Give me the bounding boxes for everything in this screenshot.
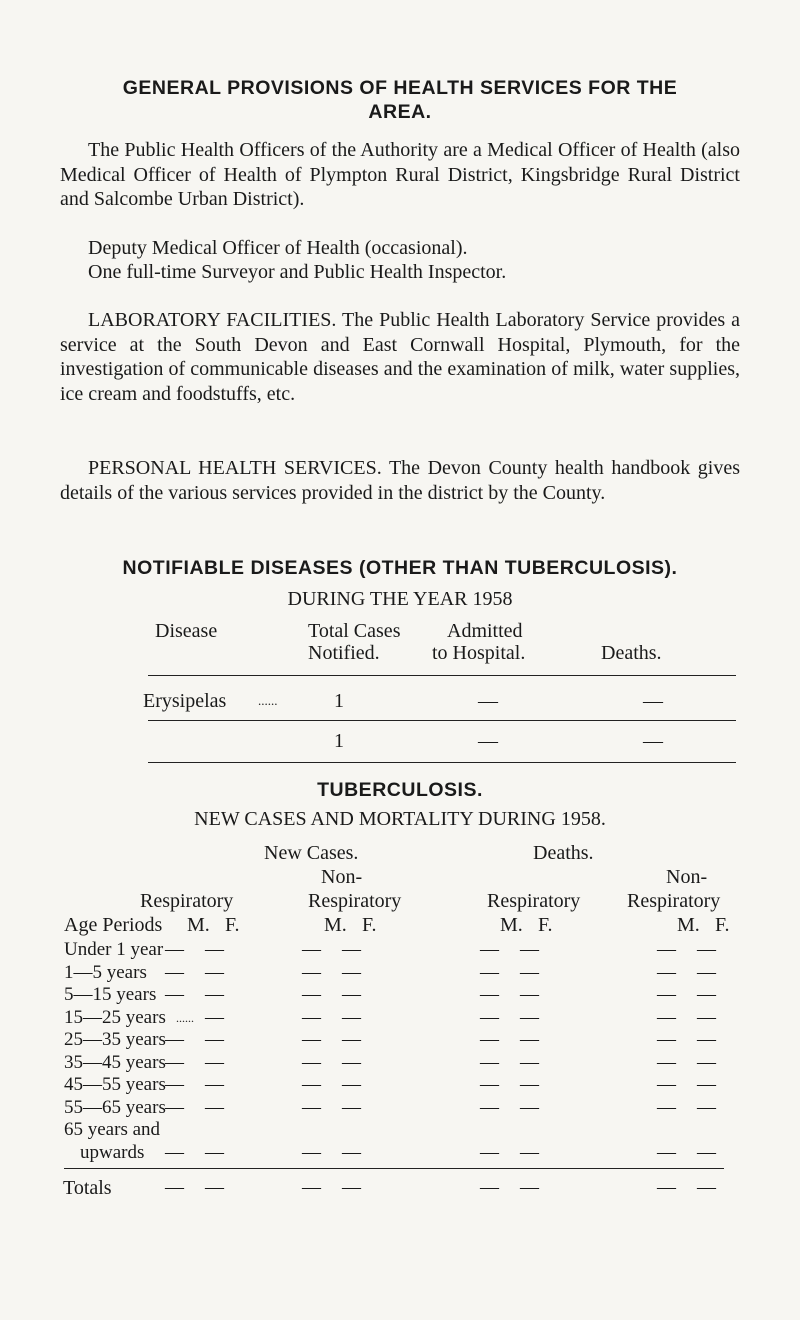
table-cell: —: [697, 984, 716, 1005]
table-cell: —: [480, 1074, 499, 1095]
table-cell: —: [520, 961, 539, 983]
totals-cell: —: [520, 1177, 539, 1198]
table-rule: [148, 720, 736, 721]
table-cell: —: [697, 1006, 716, 1028]
age-period-label: 35—45 years: [64, 1051, 166, 1073]
laboratory-text: The Public Health Laboratory Service provides a service at the South Devon and East Cornwall Hospital, Plymouth, for the investigation of communicable diseases and the examination of milk, water supplies, ice cream and foodstuffs, etc.: [60, 309, 741, 405]
totals-cell: —: [302, 1177, 321, 1198]
col-m: M.: [324, 914, 347, 936]
deputy-line: Deputy Medical Officer of Health (occasional).: [88, 237, 468, 259]
table-cell: —: [697, 1074, 716, 1095]
notified-count: 1: [334, 690, 344, 712]
table-cell: —: [480, 939, 499, 960]
table-cell: —: [342, 984, 361, 1005]
table-cell: —: [657, 1074, 676, 1095]
col-f: F.: [715, 914, 730, 936]
disease-name: Erysipelas: [143, 690, 227, 712]
non-respiratory-new: Respiratory: [308, 890, 402, 912]
table-cell: —: [205, 1074, 224, 1095]
table-cell: —: [697, 1141, 716, 1163]
age-period-label: Under 1 year: [64, 939, 164, 960]
age-period-label: 5—15 years: [64, 984, 157, 1005]
table-rule: [64, 1168, 724, 1169]
total-admitted: —: [478, 730, 498, 752]
totals-label: Totals: [63, 1177, 112, 1199]
non-label-new: Non-: [321, 866, 363, 888]
age-period-label: 55—65 years: [64, 1096, 166, 1118]
admitted-count: —: [478, 690, 498, 712]
table-cell: —: [520, 939, 539, 960]
table-cell: —: [205, 1029, 224, 1050]
table-cell: —: [480, 1096, 499, 1118]
table-cell: —: [165, 1141, 184, 1163]
table-cell: —: [480, 1006, 499, 1028]
group-deaths: Deaths.: [533, 842, 594, 864]
table-cell: —: [520, 1096, 539, 1118]
totals-cell: —: [697, 1177, 716, 1198]
col-admitted: Admitted: [447, 620, 523, 642]
table-cell: —: [165, 939, 184, 960]
table-cell: —: [205, 1006, 224, 1028]
deaths-count: —: [643, 690, 663, 712]
table-cell: —: [657, 1006, 676, 1028]
respiratory-new: Respiratory: [140, 890, 234, 912]
age-period-label: 1—5 years: [64, 961, 147, 983]
totals-cell: —: [480, 1177, 499, 1198]
personal-text: The Devon County health handbook gives details of the various services provided in the district by the County.: [60, 457, 740, 504]
table-cell: —: [520, 1074, 539, 1095]
table-cell: —: [165, 1051, 184, 1073]
table-cell: —: [480, 1029, 499, 1050]
totals-cell: —: [205, 1177, 224, 1198]
non-label-deaths: Non-: [666, 866, 708, 888]
col-notified: Notified.: [308, 642, 380, 664]
table-cell: —: [205, 1096, 224, 1118]
non-respiratory-deaths: Respiratory: [627, 890, 721, 912]
table-cell: —: [165, 984, 184, 1005]
personal-paragraph: [60, 456, 740, 505]
table-cell: —: [480, 1141, 499, 1163]
col-m: M.: [677, 914, 700, 936]
personal-heading: PERSONAL HEALTH SERVICES.: [88, 457, 382, 479]
table-cell: —: [205, 939, 224, 960]
table-cell: —: [342, 1096, 361, 1118]
age-period-label: 15—25 years: [64, 1006, 166, 1028]
table-cell: —: [520, 1029, 539, 1050]
table-cell: —: [302, 1006, 321, 1028]
totals-cell: —: [165, 1177, 184, 1198]
col-m: M.: [500, 914, 523, 936]
table-cell: —: [657, 984, 676, 1005]
table-cell: —: [165, 1096, 184, 1118]
respiratory-deaths: Respiratory: [487, 890, 581, 912]
tuberculosis-subtitle: NEW CASES AND MORTALITY DURING 1958.: [194, 808, 606, 830]
table-cell: —: [520, 1006, 539, 1028]
table-cell: —: [342, 1074, 361, 1095]
table-cell: —: [302, 939, 321, 960]
table-cell: —: [302, 984, 321, 1005]
col-f: F.: [362, 914, 377, 936]
col-f: F.: [538, 914, 553, 936]
table-cell: —: [657, 1141, 676, 1163]
table-cell: —: [302, 1141, 321, 1163]
laboratory-paragraph: [60, 308, 740, 406]
officers-text: The Public Health Officers of the Authority are a Medical Officer of Health (also Medical Officer of Health of Plympton Rural District, Kingsbridge Rural District and Salcombe Urban District).: [60, 139, 740, 210]
total-deaths: —: [643, 730, 663, 752]
totals-cell: —: [657, 1177, 676, 1198]
age-period-label: 65 years and: [64, 1119, 161, 1140]
notifiable-subtitle: DURING THE YEAR 1958: [287, 588, 513, 610]
table-cell: —: [302, 1051, 321, 1073]
table-cell: —: [480, 984, 499, 1005]
table-cell: —: [342, 961, 361, 983]
table-cell: —: [165, 1074, 184, 1095]
table-cell: —: [697, 1029, 716, 1050]
section-title-continued: AREA.: [368, 101, 432, 123]
table-cell: —: [657, 1051, 676, 1073]
table-cell: —: [697, 1096, 716, 1118]
col-total-cases: Total Cases: [308, 620, 401, 642]
col-to-hospital: to Hospital.: [432, 642, 526, 664]
col-disease: Disease: [155, 620, 218, 642]
age-period-label: 45—55 years: [64, 1074, 166, 1095]
table-cell: —: [205, 961, 224, 983]
table-cell: —: [342, 1141, 361, 1163]
totals-cell: —: [342, 1177, 361, 1198]
table-cell: —: [302, 1074, 321, 1095]
table-cell: —: [342, 939, 361, 960]
table-cell: —: [480, 1051, 499, 1073]
table-rule: [148, 675, 736, 676]
table-cell: —: [342, 1006, 361, 1028]
table-cell: —: [480, 961, 499, 983]
table-cell: —: [342, 1029, 361, 1050]
age-period-label-continued: upwards: [80, 1141, 145, 1163]
table-cell: —: [657, 1029, 676, 1050]
group-new-cases: New Cases.: [264, 842, 359, 864]
table-cell: —: [520, 984, 539, 1005]
table-cell: —: [697, 1051, 716, 1073]
table-cell: —: [205, 1141, 224, 1163]
dot-leader: ......: [258, 693, 278, 708]
table-cell: —: [342, 1051, 361, 1073]
table-cell: —: [302, 1029, 321, 1050]
table-cell: —: [520, 1051, 539, 1073]
table-cell: —: [697, 939, 716, 960]
table-cell: —: [520, 1141, 539, 1163]
table-rule: [148, 762, 736, 763]
section-title: GENERAL PROVISIONS OF HEALTH SERVICES FOR THE: [122, 77, 678, 99]
laboratory-heading: LABORATORY FACILITIES.: [88, 309, 337, 331]
table-cell: —: [205, 984, 224, 1005]
col-age-periods: Age Periods: [64, 914, 163, 936]
officers-paragraph: [60, 138, 740, 212]
col-deaths: Deaths.: [601, 642, 662, 664]
age-period-label: 25—35 years: [64, 1029, 166, 1050]
table-cell: —: [165, 961, 184, 983]
tuberculosis-title: TUBERCULOSIS.: [317, 779, 483, 801]
table-cell: —: [697, 961, 716, 983]
table-cell: —: [302, 961, 321, 983]
total-notified: 1: [334, 730, 344, 752]
table-cell: —: [302, 1096, 321, 1118]
table-cell: —: [165, 1029, 184, 1050]
notifiable-title: NOTIFIABLE DISEASES (OTHER THAN TUBERCULOSIS).: [122, 557, 678, 579]
col-m: M.: [187, 914, 210, 936]
table-cell: —: [657, 939, 676, 960]
surveyor-line: One full-time Surveyor and Public Health Inspector.: [88, 261, 507, 283]
dot-leader: ......: [176, 1010, 194, 1025]
table-cell: —: [657, 1096, 676, 1118]
table-cell: —: [657, 961, 676, 983]
table-cell: —: [205, 1051, 224, 1073]
col-f: F.: [225, 914, 240, 936]
